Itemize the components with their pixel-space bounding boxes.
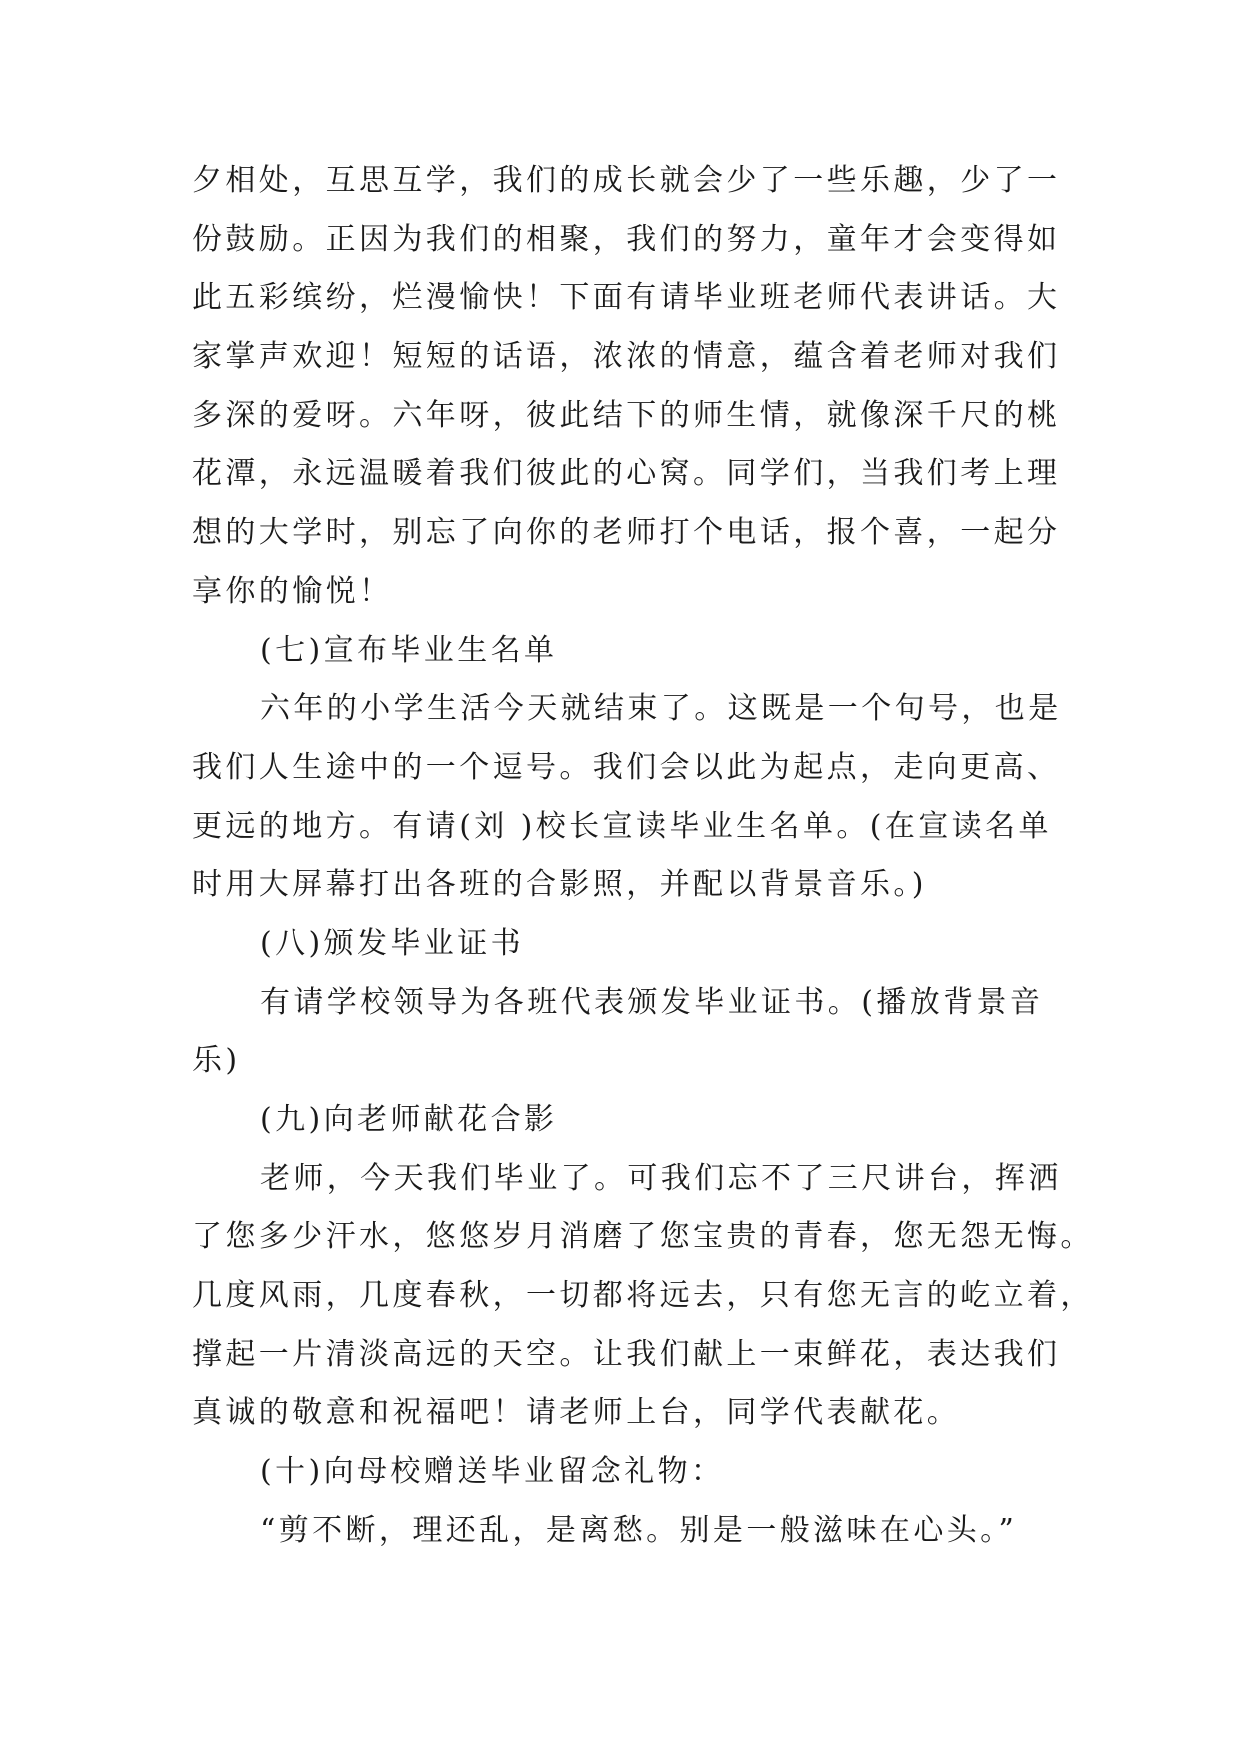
text-line: 多深的爱呀。六年呀，彼此结下的师生情，就像深千尺的桃 [192, 397, 1061, 433]
text-line: “剪不断，理还乱，是离愁。别是一般滋味在心头。” [260, 1512, 1018, 1548]
text-line: 更远的地方。有请(刘 )校长宣读毕业生名单。(在宣读名单 [192, 808, 1052, 844]
text-line: 份鼓励。正因为我们的相聚，我们的努力，童年才会变得如 [192, 221, 1061, 257]
text-line: 几度风雨，几度春秋，一切都将远去，只有您无言的屹立着， [192, 1278, 1094, 1314]
text-line: (十)向母校赠送毕业留念礼物： [260, 1454, 725, 1490]
text-line: 了您多少汗水，悠悠岁月消磨了您宝贵的青春，您无怨无悔。 [192, 1219, 1094, 1255]
text-line: 六年的小学生活今天就结束了。这既是一个句号，也是 [260, 691, 1062, 727]
text-line: (七)宣布毕业生名单 [260, 632, 558, 668]
text-line: 享你的愉悦！ [192, 573, 393, 609]
text-line: (九)向老师献花合影 [260, 1102, 558, 1137]
text-line: 有请学校领导为各班代表颁发毕业证书。(播放背景音 [260, 984, 1044, 1020]
text-line: 老师，今天我们毕业了。可我们忘不了三尺讲台，挥洒 [260, 1160, 1062, 1196]
text-line: 时用大屏幕打出各班的合影照，并配以背景音乐。) [192, 867, 927, 903]
text-line: (八)颁发毕业证书 [260, 925, 525, 961]
text-line: 想的大学时，别忘了向你的老师打个电话，报个喜，一起分 [192, 515, 1061, 551]
document-body [192, 152, 1094, 1561]
text-line: 夕相处，互思互学，我们的成长就会少了一些乐趣，少了一 [192, 163, 1061, 198]
text-line: 撑起一片清淡高远的天空。让我们献上一束鲜花，表达我们 [192, 1336, 1061, 1372]
text-line: 此五彩缤纷，烂漫愉快！下面有请毕业班老师代表讲话。大 [192, 280, 1061, 316]
text-line: 我们人生途中的一个逗号。我们会以此为起点，走向更高、 [192, 749, 1061, 785]
text-line: 真诚的敬意和祝福吧！请老师上台，同学代表献花。 [192, 1395, 961, 1431]
text-line: 家掌声欢迎！短短的话语，浓浓的情意，蕴含着老师对我们 [192, 339, 1061, 375]
text-line: 乐) [192, 1043, 241, 1079]
text-line: 花潭，永远温暖着我们彼此的心窝。同学们，当我们考上理 [192, 456, 1061, 492]
